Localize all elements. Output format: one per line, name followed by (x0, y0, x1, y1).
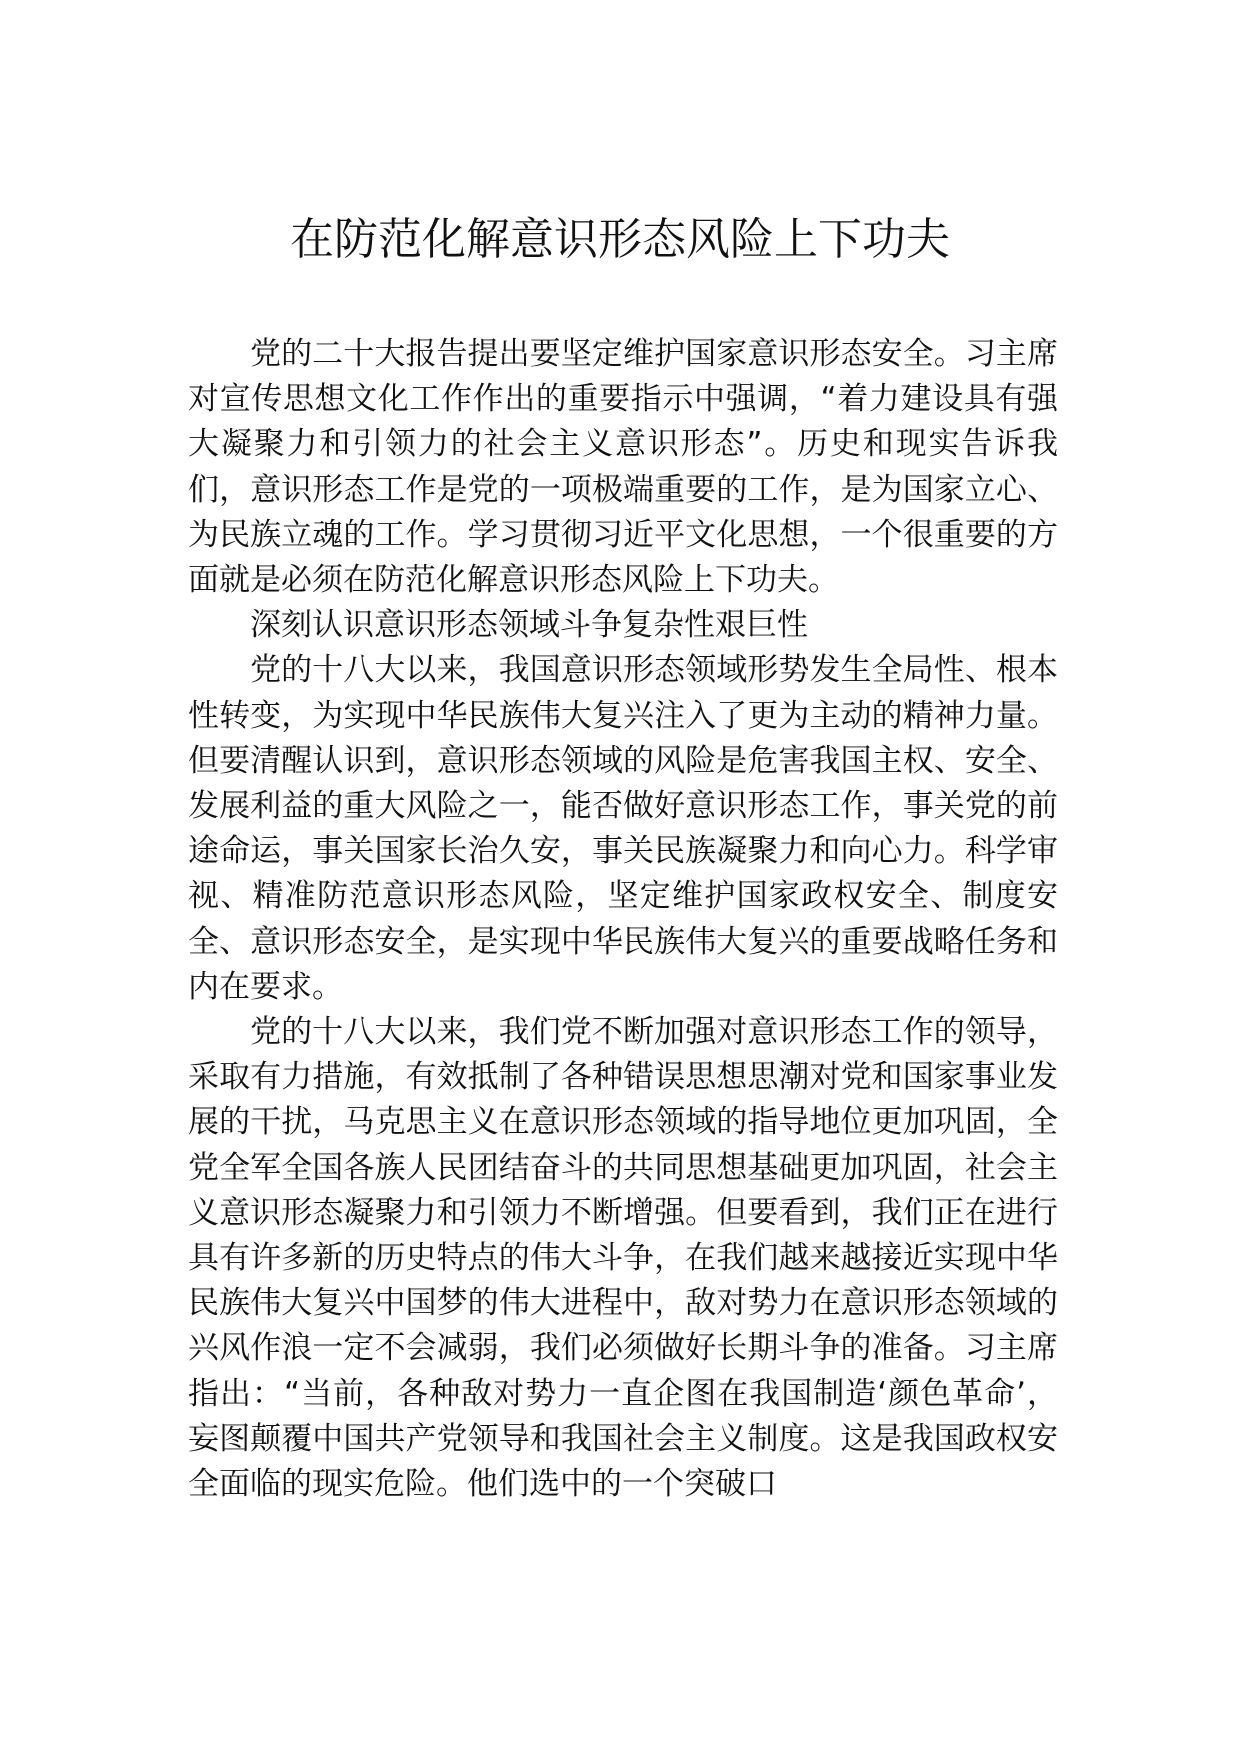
body-paragraph-1: 党的十八大以来，我国意识形态领域形势发生全局性、根本性转变，为实现中华民族伟大复兴注入了更为主动的精神力量。但要清醒认识到，意识形态领域的风险是危害我国主权、安全、发展利益的重大风险之一，能否做好意识形态工作，事关党的前途命运，事关国家长治久安，事关民族凝聚力和向心力。科学审视、精准防范意识形态风险，坚定维护国家政权安全、制度安全、意识形态安全，是实现中华民族伟大复兴的重要战略任务和内在要求。 (188, 652, 1058, 1005)
body-paragraph-2: 党的十八大以来，我们党不断加强对意识形态工作的领导，采取有力措施，有效抵制了各种错误思想思潮对党和国家事业发展的干扰，马克思主义在意识形态领域的指导地位更加巩固，全党全军全国各族人民团结奋斗的共同思想基础更加巩固，社会主义意识形态凝聚力和引领力不断增强。但要看到，我们正在进行具有许多新的历史特点的伟大斗争，在我们越来越接近实现中华民族伟大复兴中国梦的伟大进程中，敌对势力在意识形态领域的兴风作浪一定不会减弱，我们必须做好长期斗争的准备。习主席指出：“当前，各种敌对势力一直企图在我国制造‘颜色革命’，妄图颠覆中国共产党领导和我国社会主义制度。这是我国政权安全面临的现实危险。他们选中的一个突破口 (188, 1014, 1058, 1503)
section-heading: 深刻认识意识形态领域斗争复杂性艰巨性 (250, 607, 808, 644)
document-body (188, 332, 1058, 1507)
document-title: 在防范化解意识形态风险上下功夫 (290, 214, 950, 265)
intro-paragraph: 党的二十大报告提出要坚定维护国家意识形态安全。习主席对宣传思想文化工作作出的重要指示中强调，“着力建设具有强大凝聚力和引领力的社会主义意识形态”。历史和现实告诉我们，意识形态工作是党的一项极端重要的工作，是为国家立心、为民族立魂的工作。学习贯彻习近平文化思想，一个很重要的方面就是必须在防范化解意识形态风险上下功夫。 (188, 336, 1058, 599)
